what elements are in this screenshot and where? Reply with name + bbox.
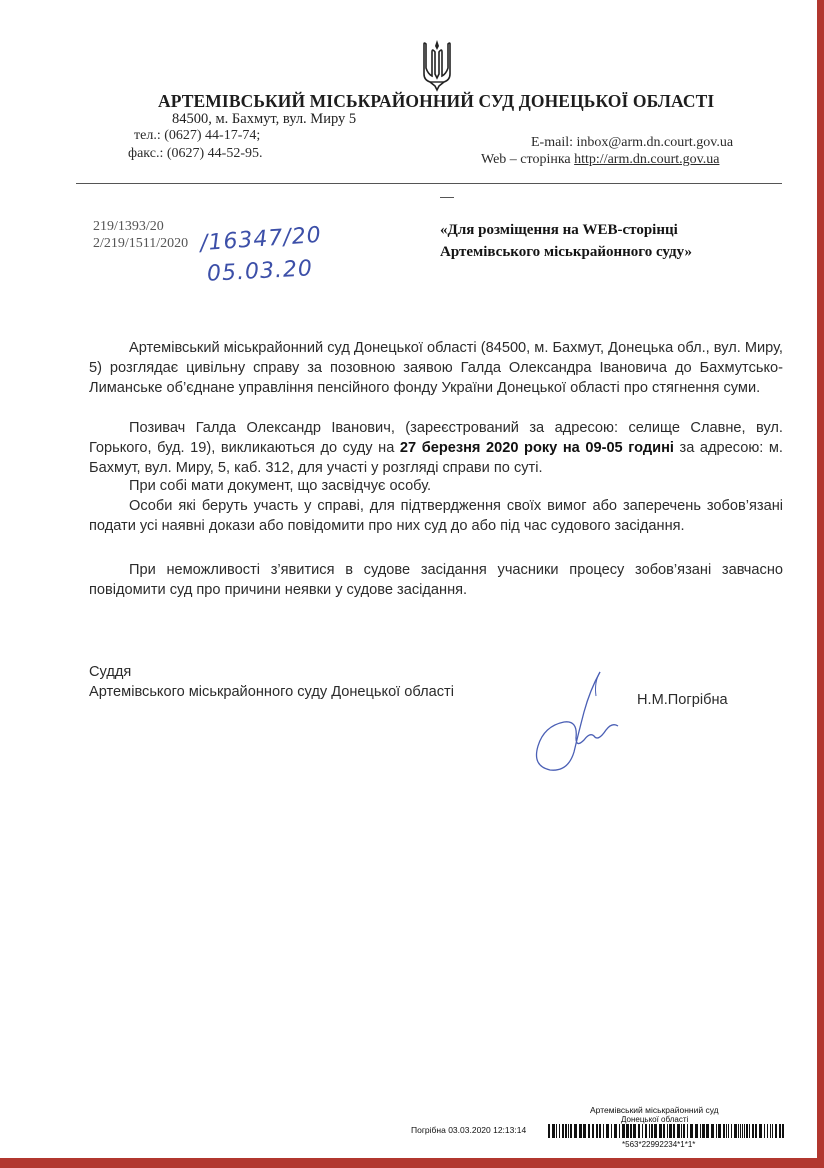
absence-notice: При неможливості з’явитися в судове засідання учасники процесу зобов’язані завчасно повідомити суд про причини неявки у судове засідання.: [89, 562, 783, 598]
document-barcode: [548, 1124, 786, 1138]
judge-role: Суддя: [89, 664, 132, 680]
barcode-bar: [611, 1124, 612, 1138]
court-title: АРТЕМІВСЬКИЙ МІСЬКРАЙОННИЙ СУД ДОНЕЦЬКОЇ ОБЛАСТІ: [158, 91, 715, 111]
barcode-bar: [740, 1124, 741, 1138]
barcode-bar: [638, 1124, 640, 1138]
barcode-bar: [775, 1124, 777, 1138]
judge-name: Н.М.Погрібна: [637, 692, 728, 708]
footer-court-line-2: Донецької області: [621, 1115, 689, 1124]
barcode-bar: [779, 1124, 781, 1138]
summons-text-b: за адресою: м. Бахмут, вул. Миру, 5, каб. 312, для участі у розгляді справи по суті.: [89, 440, 783, 476]
barcode-bar: [622, 1124, 625, 1138]
handwritten-signature: [520, 660, 640, 780]
barcode-bar: [690, 1124, 693, 1138]
barcode-bar: [548, 1124, 550, 1138]
header-short-rule: [440, 197, 454, 198]
handwritten-registration-number: /16347/20: [199, 222, 323, 257]
barcode-bar: [738, 1124, 739, 1138]
id-requirement: При собі мати документ, що засвідчує особу.: [129, 478, 432, 494]
barcode-bar: [695, 1124, 698, 1138]
barcode-bar: [614, 1124, 617, 1138]
summons-text-a: Позивач Галда Олександр Іванович, (зареєстрований за адресою: селище Славне, вул. Горького, буд. 19), викликаються до суду на: [89, 420, 783, 456]
barcode-bar: [764, 1124, 765, 1138]
barcode-bar: [752, 1124, 754, 1138]
barcode-bar: [588, 1124, 590, 1138]
barcode-bar: [562, 1124, 564, 1138]
barcode-text: *563*22992234*1*1*: [622, 1140, 696, 1149]
barcode-bar: [649, 1124, 650, 1138]
court-address: 84500, м. Бахмут, вул. Миру 5: [172, 111, 357, 127]
barcode-bar: [749, 1124, 750, 1138]
barcode-bar: [702, 1124, 705, 1138]
barcode-bar: [667, 1124, 668, 1138]
court-website: [481, 152, 719, 168]
barcode-bar: [734, 1124, 737, 1138]
barcode-bar: [599, 1124, 601, 1138]
barcode-bar: [677, 1124, 680, 1138]
body-paragraph-case: [89, 338, 783, 398]
page-edge-right: [817, 0, 824, 1168]
electronic-stamp: Погрібна 03.03.2020 12:13:14: [411, 1125, 527, 1135]
body-paragraph-evidence: [89, 496, 783, 536]
barcode-bar: [603, 1124, 604, 1138]
handwritten-date: 05.03.20: [206, 256, 314, 287]
proceeding-number: 2/219/1511/2020: [93, 236, 189, 251]
barcode-bar: [683, 1124, 685, 1138]
barcode-bar: [746, 1124, 748, 1138]
barcode-bar: [772, 1124, 773, 1138]
barcode-bar: [744, 1124, 745, 1138]
barcode-bar: [669, 1124, 672, 1138]
barcode-bar: [742, 1124, 743, 1138]
barcode-bar: [626, 1124, 629, 1138]
court-phone: тел.: (0627) 44-17-74;: [134, 128, 261, 143]
barcode-bar: [633, 1124, 636, 1138]
barcode-bar: [583, 1124, 586, 1138]
barcode-bar: [681, 1124, 682, 1138]
case-number: 219/1393/20: [93, 219, 164, 234]
barcode-bar: [718, 1124, 721, 1138]
barcode-bar: [716, 1124, 717, 1138]
barcode-bar: [700, 1124, 701, 1138]
barcode-bar: [706, 1124, 709, 1138]
web-label: Web – сторінка: [481, 152, 575, 167]
barcode-bar: [728, 1124, 729, 1138]
court-email: E-mail: inbox@arm.dn.court.gov.ua: [531, 135, 734, 150]
barcode-bar: [574, 1124, 577, 1138]
barcode-bar: [565, 1124, 567, 1138]
barcode-bar: [630, 1124, 632, 1138]
barcode-bar: [552, 1124, 555, 1138]
web-notice-line-1: «Для розміщення на WEB-сторінці: [440, 222, 678, 238]
barcode-bar: [755, 1124, 757, 1138]
footer-court-line-1: Артемівський міськрайонний суд: [590, 1105, 719, 1115]
barcode-bar: [723, 1124, 725, 1138]
body-paragraph-summons: [89, 418, 783, 478]
evidence-notice: Особи які беруть участь у справі, для підтвердження своїх вимог або заперечень зобов’язані подати усі наявні докази або повідомити про них суд до або під час судового засідання.: [89, 498, 783, 534]
barcode-bar: [687, 1124, 688, 1138]
barcode-bar: [651, 1124, 653, 1138]
header-divider: [76, 183, 782, 184]
barcode-bar: [606, 1124, 609, 1138]
barcode-bar: [579, 1124, 582, 1138]
web-notice-line-2: Артемівського міськрайонного суду»: [440, 244, 692, 260]
barcode-bar: [673, 1124, 675, 1138]
barcode-bar: [642, 1124, 643, 1138]
barcode-bar: [619, 1124, 620, 1138]
barcode-bar: [663, 1124, 665, 1138]
barcode-bar: [556, 1124, 557, 1138]
court-fax: факс.: (0627) 44-52-95.: [128, 146, 263, 161]
case-description: Артемівський міськрайонний суд Донецької області (84500, м. Бахмут, Донецька обл., вул. Миру, 5) розглядає цивільну справу за позовною заявою Галда Олександра Івановича до Бахмутсько-Лиманське об’єднане управління пенсійного фонду України Донецької області про стягнення суми.: [89, 340, 783, 396]
body-paragraph-id: [89, 476, 783, 496]
body-paragraph-absence: [89, 560, 783, 600]
barcode-bar: [782, 1124, 784, 1138]
barcode-bar: [659, 1124, 662, 1138]
barcode-bar: [711, 1124, 714, 1138]
barcode-bar: [759, 1124, 762, 1138]
barcode-bar: [568, 1124, 569, 1138]
barcode-bar: [770, 1124, 771, 1138]
web-link[interactable]: http://arm.dn.court.gov.ua: [574, 152, 720, 167]
barcode-bar: [592, 1124, 594, 1138]
barcode-bar: [731, 1124, 732, 1138]
trident-emblem-icon: [420, 38, 454, 92]
page-edge-bottom: [0, 1158, 824, 1168]
hearing-datetime: 27 березня 2020 року на 09-05 годині: [399, 440, 674, 456]
summons-text: [89, 418, 783, 478]
judge-court: Артемівського міськрайонного суду Донецької області: [89, 684, 454, 700]
barcode-bar: [570, 1124, 572, 1138]
barcode-bar: [645, 1124, 647, 1138]
barcode-bar: [767, 1124, 768, 1138]
barcode-bar: [559, 1124, 560, 1138]
barcode-bar: [726, 1124, 727, 1138]
barcode-bar: [596, 1124, 598, 1138]
barcode-bar: [654, 1124, 657, 1138]
